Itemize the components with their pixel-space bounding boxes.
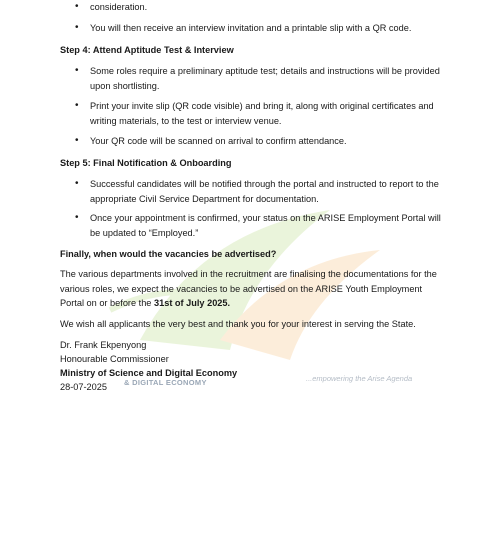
list-item: • Once your appointment is confirmed, your status on the ARISE Employment Portal will be updated to “Employed.” — [90, 211, 445, 240]
signature-date: 28-07-2025 — [60, 382, 107, 392]
ministry-name: Ministry of Science and Digital Economy — [60, 368, 238, 378]
vacancies-question: Finally, when would the vacancies be advertised? — [60, 249, 277, 259]
list-item: • Print your invite slip (QR code visible) and bring it, along with original certificates and writing materials, to the test or interview venue. — [90, 99, 445, 128]
list-item: • Some roles require a preliminary aptitude test; details and instructions will be provided upon shortlisting. — [90, 64, 445, 93]
closing-paragraph: We wish all applicants the very best and thank you for your interest in serving the State. — [60, 319, 416, 329]
watermark-org-text: & DIGITAL ECONOMY — [124, 378, 207, 387]
step5-heading: Step 5: Final Notification & Onboarding — [60, 158, 232, 168]
list-item: • Your QR code will be scanned on arrival to confirm attendance. — [90, 134, 445, 149]
vacancies-answer — [60, 267, 445, 311]
watermark-tagline: ...empowering the Arise Agenda — [306, 374, 413, 383]
list-item: • You will then receive an interview invitation and a printable slip with a QR code. — [90, 21, 445, 36]
list-item: • Successful candidates will be notified through the portal and instructed to report to the appropriate Civil Service Department for documentation. — [90, 177, 445, 206]
vacancies-date: 31st of July 2025. — [153, 298, 231, 308]
vacancies-answer-text: The various departments involved in the recruitment are finalising the documentations for the various roles, we expect the vacancies to be advertised on the ARISE Youth Employment Portal on or before the — [60, 269, 437, 308]
signatory-title: Honourable Commissioner — [60, 354, 169, 364]
step4-heading: Step 4: Attend Aptitude Test & Interview — [60, 45, 234, 55]
signatory-name: Dr. Frank Ekpenyong — [60, 340, 147, 350]
list-item-tail: • consideration. — [90, 0, 445, 15]
